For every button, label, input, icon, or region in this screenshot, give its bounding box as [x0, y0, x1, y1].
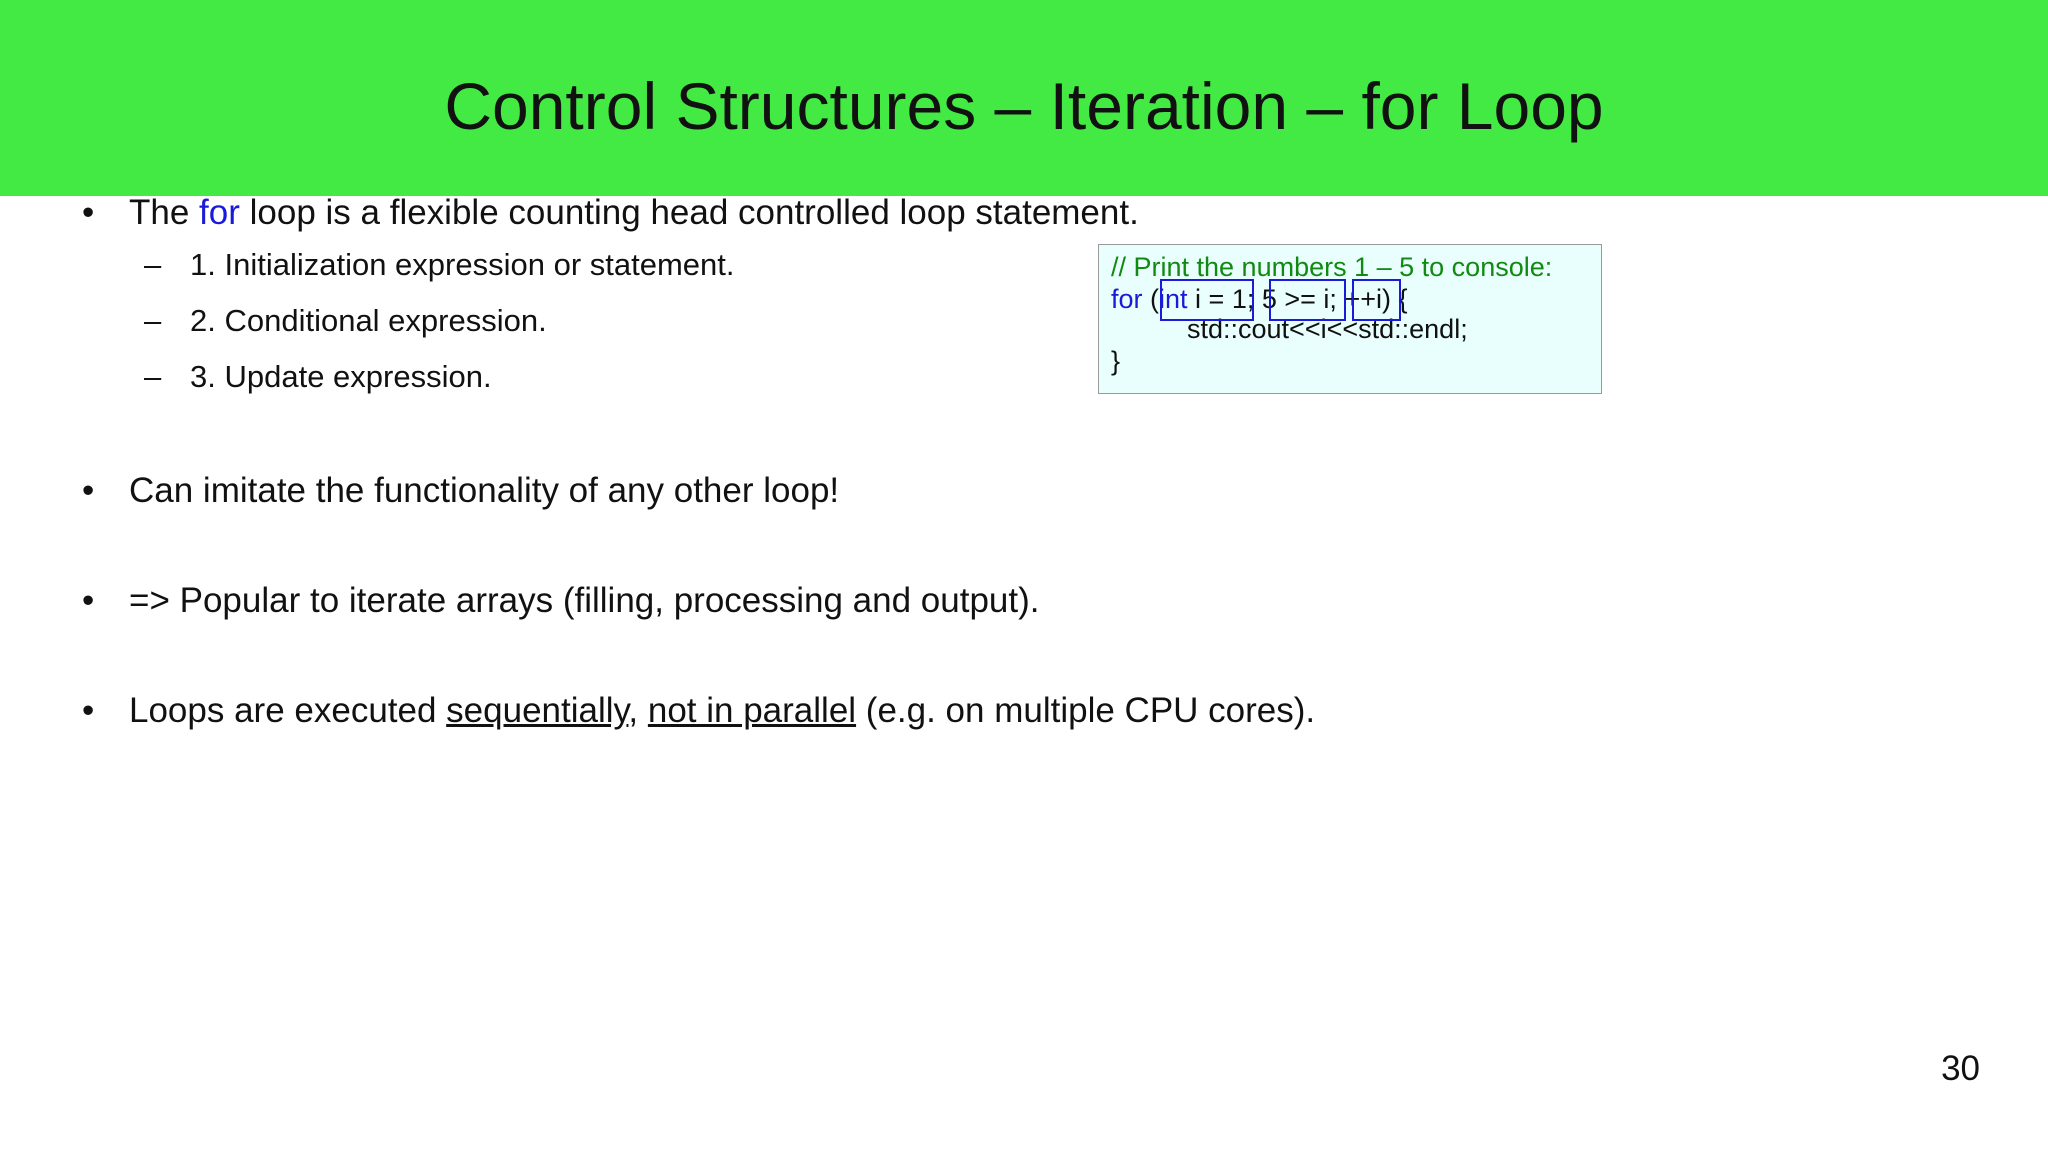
- bullet-marker: •: [82, 471, 95, 510]
- sub-marker: –: [144, 303, 162, 338]
- code-text: ) {: [1381, 284, 1408, 314]
- sub-item-text: 3. Update expression.: [190, 359, 492, 394]
- bullet-text-part: (e.g. on multiple CPU cores).: [856, 691, 1316, 730]
- code-for-keyword: for: [1111, 284, 1143, 314]
- code-condition: 5 >= i: [1261, 284, 1330, 314]
- for-keyword: for: [199, 193, 240, 232]
- bullet-text: Can imitate the functionality of any other loop!: [129, 471, 840, 510]
- bullet-text-part: loop is a flexible counting head controlled loop statement.: [239, 193, 1139, 232]
- bullet-for-loop: [82, 192, 1139, 234]
- bullet-text-part: ,: [628, 691, 648, 730]
- code-example-box: [1098, 244, 1602, 394]
- bullet-marker: •: [82, 193, 95, 232]
- code-text: ;: [1329, 284, 1345, 314]
- bullet-text: [129, 690, 1315, 732]
- code-comment: // Print the numbers 1 – 5 to console:: [1111, 252, 1553, 282]
- bullet-marker: •: [82, 581, 95, 620]
- code-text: ;: [1246, 284, 1262, 314]
- update-highlight-box: [1352, 279, 1401, 321]
- code-int-keyword: int: [1159, 284, 1188, 314]
- title-bar: [0, 0, 2048, 196]
- bullet-text-part: Loops are executed: [129, 691, 447, 730]
- slide-title: Control Structures – Iteration – for Loop: [444, 69, 1604, 143]
- code-init: i = 1: [1187, 284, 1247, 314]
- page-number: 30: [1941, 1049, 1980, 1088]
- code-closing-brace: }: [1111, 346, 1121, 376]
- bullet-text-part: The: [129, 193, 200, 232]
- bullet-imitate: [82, 470, 840, 512]
- not-in-parallel-term: not in parallel: [647, 691, 857, 730]
- bullet-text: [129, 192, 1139, 234]
- bullet-sequential: [82, 690, 1316, 732]
- condition-highlight-box: [1269, 279, 1346, 321]
- bullet-marker: •: [82, 691, 95, 730]
- code-text: (: [1142, 284, 1160, 314]
- init-highlight-box: [1160, 279, 1254, 321]
- sub-item-text: 1. Initialization expression or statement.: [190, 247, 735, 282]
- bullet-text: => Popular to iterate arrays (filling, processing and output).: [129, 581, 1040, 620]
- sub-marker: –: [144, 247, 162, 282]
- sub-marker: –: [144, 359, 162, 394]
- code-body-line: std::cout<<i<<std::endl;: [1187, 314, 1468, 344]
- sequentially-term: sequentially: [446, 691, 629, 730]
- code-update: ++i: [1344, 284, 1382, 314]
- sub-item-text: 2. Conditional expression.: [190, 303, 547, 338]
- bullet-arrays: [82, 580, 1040, 622]
